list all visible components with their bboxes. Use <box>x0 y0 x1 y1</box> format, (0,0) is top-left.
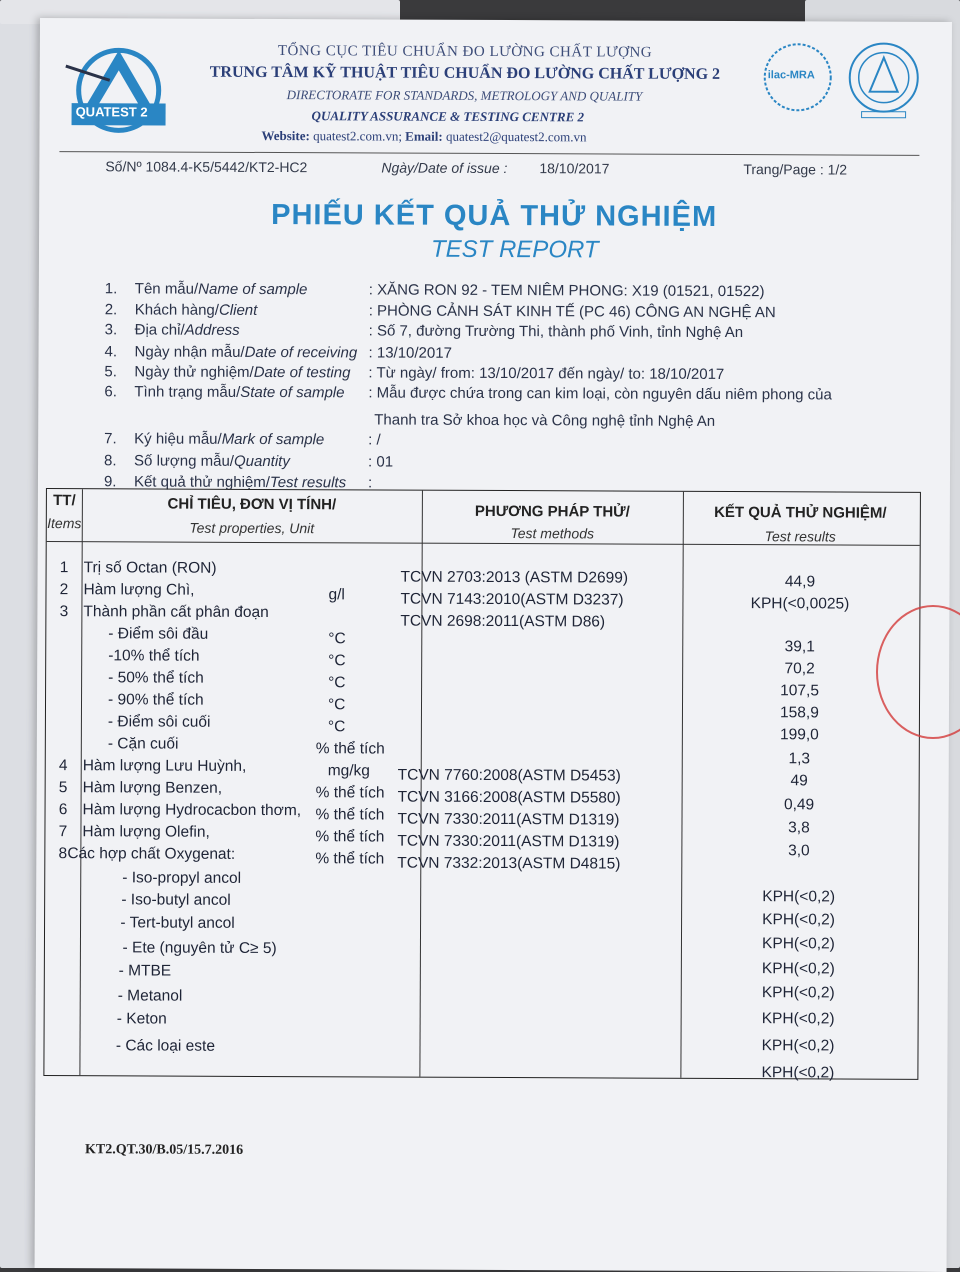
quatest-logo-icon <box>63 40 173 140</box>
row-property: - Cặn cuối <box>108 735 179 753</box>
row-method: TCVN 2703:2013 (ASTM D2699) <box>401 569 629 588</box>
row-result: 70,2 <box>682 660 917 679</box>
info-number: 6. <box>104 383 117 400</box>
info-label-en: Quantity <box>234 453 290 470</box>
info-label <box>134 430 324 448</box>
info-value: : Số 7, đường Trường Thi, thành phố Vinh, tỉnh Nghệ An <box>369 322 744 341</box>
header-props-vi: CHỈ TIÊU, ĐƠN VỊ TÍNH/ <box>82 495 422 513</box>
report-title: PHIẾU KẾT QUẢ THỬ NGHIỆM <box>271 199 717 234</box>
row-result: KPH(<0,0025) <box>682 595 917 614</box>
row-number: 1 <box>47 559 82 577</box>
row-result: KPH(<0,2) <box>681 935 916 954</box>
info-value: : <box>368 474 372 491</box>
row-number: 7 <box>45 823 80 841</box>
website-link[interactable]: quatest2.com.vn; <box>313 128 402 143</box>
row-result: KPH(<0,2) <box>681 960 916 979</box>
header-line4: QUALITY ASSURANCE & TESTING CENTRE 2 <box>312 108 585 125</box>
row-property: - Điểm sôi cuối <box>108 713 211 731</box>
info-label-vi: Tình trạng mẫu/ <box>134 383 240 400</box>
row-property: Hàm lượng Benzen, <box>83 779 223 798</box>
row-number: 4 <box>46 757 81 775</box>
info-value: Thanh tra Sở khoa học và Công nghệ tỉnh Nghệ An <box>374 411 715 429</box>
row-result: 1,3 <box>682 750 917 769</box>
info-value: : PHÒNG CẢNH SÁT KINH TẾ (PC 46) CÔNG AN NGHỆ AN <box>369 302 776 321</box>
row-number: 2 <box>46 581 81 599</box>
info-label <box>135 343 358 361</box>
row-property: Hàm lượng Olefin, <box>82 823 209 842</box>
info-label-vi: Tên mẫu/ <box>135 280 198 297</box>
row-unit: °C <box>328 718 345 736</box>
row-method: TCVN 7330:2011(ASTM D1319) <box>397 833 619 852</box>
header-methods-vi: PHƯƠNG PHÁP THỬ/ <box>422 503 683 521</box>
row-unit: °C <box>328 652 345 670</box>
row-property: - Các loại este <box>116 1037 215 1055</box>
info-number: 3. <box>105 321 118 338</box>
info-label-en: Test results <box>270 474 346 491</box>
header-results-vi: KẾT QUẢ THỬ NGHIỆM/ <box>683 504 918 522</box>
page-indicator: Trang/Page : 1/2 <box>743 161 847 177</box>
info-label-vi: Ngày thử nghiệm/ <box>134 363 253 381</box>
info-number: 7. <box>104 430 117 447</box>
info-label-vi: Địa chỉ/ <box>135 321 185 338</box>
row-result: 3,0 <box>681 842 916 861</box>
form-code: KT2.QT.30/B.05/15.7.2016 <box>85 1142 243 1159</box>
info-number: 5. <box>104 363 117 380</box>
info-number: 4. <box>105 343 118 360</box>
row-method: TCVN 7143:2010(ASTM D3237) <box>400 591 623 610</box>
info-label-en: Mark of sample <box>222 431 325 448</box>
row-result: KPH(<0,2) <box>681 984 916 1003</box>
header-line1: TỔNG CỤC TIÊU CHUẨN ĐO LƯỜNG CHẤT LƯỢNG <box>278 43 652 62</box>
report-subtitle: TEST REPORT <box>431 236 599 265</box>
issue-date: 18/10/2017 <box>539 160 609 176</box>
row-result: 107,5 <box>682 682 917 701</box>
row-property: - Iso-propyl ancol <box>122 869 241 888</box>
header-props-en: Test properties, Unit <box>82 519 422 536</box>
row-property: - Keton <box>117 1010 167 1028</box>
info-label-vi: Ngày nhận mẫu/ <box>135 343 245 360</box>
info-label-en: Date of testing <box>254 364 351 381</box>
row-result: 3,8 <box>681 819 916 838</box>
header-results-en: Test results <box>683 528 918 545</box>
row-number: 5 <box>46 779 81 797</box>
row-property: Trị số Octan (RON) <box>84 559 217 578</box>
info-label-vi: Khách hàng/ <box>135 301 219 318</box>
info-label-en: Name of sample <box>198 281 307 298</box>
row-property: - 90% thể tích <box>108 691 204 709</box>
row-property: - 50% thể tích <box>108 669 204 687</box>
header-items-en: Items <box>47 515 82 531</box>
row-property: - MTBE <box>119 962 172 980</box>
row-unit: % thể tích <box>315 806 384 824</box>
row-property: Thành phần cất phân đoạn <box>83 603 268 622</box>
info-label-vi: Kết quả thử nghiệm/ <box>134 473 270 491</box>
row-method: TCVN 3166:2008(ASTM D5580) <box>398 789 621 808</box>
info-value: : XĂNG RON 92 - TEM NIÊM PHONG: X19 (01521, 01522) <box>369 281 765 300</box>
row-result: KPH(<0,2) <box>681 1010 916 1029</box>
row-property: - Metanol <box>118 987 183 1005</box>
row-unit: g/l <box>328 586 344 604</box>
issue-date-label: Ngày/Date of issue : <box>381 159 507 176</box>
header-contact <box>261 128 586 145</box>
info-label-vi: Số lượng mẫu/ <box>134 452 234 469</box>
row-result: KPH(<0,2) <box>681 888 916 907</box>
info-label <box>135 280 308 298</box>
row-unit: mg/kg <box>328 762 370 780</box>
row-number: 6 <box>46 801 81 819</box>
ilac-mra-badge-label: ilac-MRA <box>768 69 815 81</box>
row-unit: % thể tích <box>315 850 384 868</box>
row-property: Hàm lượng Chì, <box>83 581 194 599</box>
test-report-sheet <box>35 18 952 1272</box>
row-property: Hàm lượng Lưu Huỳnh, <box>83 757 247 776</box>
header-line3: DIRECTORATE FOR STANDARDS, METROLOGY AND QUALITY <box>287 87 643 105</box>
info-label <box>134 363 350 381</box>
info-value: : 01 <box>368 453 393 470</box>
row-property: Hàm lượng Hydrocacbon thơm, <box>83 801 302 820</box>
table-body <box>47 489 920 493</box>
row-property: - Điểm sôi đầu <box>108 625 208 643</box>
row-result: KPH(<0,2) <box>680 1064 915 1083</box>
info-label <box>135 321 240 338</box>
info-label-en: State of sample <box>240 384 344 401</box>
row-result: KPH(<0,2) <box>681 911 916 930</box>
row-result: 39,1 <box>682 638 917 657</box>
email-label: Email: <box>405 129 443 144</box>
info-value: : Mẫu được chứa trong can kim loại, còn nguyên dấu niêm phong của <box>368 384 832 403</box>
row-method: TCVN 7760:2008(ASTM D5453) <box>398 767 621 786</box>
website-label: Website: <box>261 128 309 143</box>
row-method: TCVN 7332:2013(ASTM D4815) <box>397 855 620 874</box>
row-property: Các hợp chất Oxygenat: <box>67 845 235 864</box>
info-value: : / <box>368 431 381 448</box>
info-label-vi: Ký hiệu mẫu/ <box>134 430 222 447</box>
accreditation-seal-icon <box>846 40 922 120</box>
row-unit: % thể tích <box>316 784 385 802</box>
row-unit: °C <box>328 674 345 692</box>
row-property: - Tert-butyl ancol <box>120 914 234 932</box>
info-label <box>134 452 290 470</box>
row-result: 158,9 <box>682 704 917 723</box>
row-result: KPH(<0,2) <box>680 1037 915 1056</box>
info-value: : Từ ngày/ from: 13/10/2017 đến ngày/ to: 18/10/2017 <box>368 364 724 383</box>
row-result: 44,9 <box>683 573 918 592</box>
header-items-vi: TT/ <box>47 492 82 509</box>
results-table <box>43 488 921 1080</box>
row-result: 49 <box>682 772 917 791</box>
row-result: 199,0 <box>682 726 917 745</box>
info-number: 2. <box>105 301 118 318</box>
row-number: 8 <box>45 845 80 863</box>
info-number: 8. <box>104 452 117 469</box>
row-unit: % thể tích <box>316 740 385 758</box>
row-method: TCVN 7330:2011(ASTM D1319) <box>397 811 619 830</box>
logo-label: QUATEST 2 <box>76 104 148 119</box>
info-label <box>134 383 344 401</box>
row-property: - Ete (nguyên tử C≥ 5) <box>122 939 276 958</box>
row-number: 3 <box>46 603 81 621</box>
info-value: : 13/10/2017 <box>369 344 452 361</box>
report-number: Số/Nº 1084.4-K5/5442/KT2-HC2 <box>105 158 307 175</box>
row-property: -10% thể tích <box>108 647 199 665</box>
info-number: 9. <box>104 473 117 490</box>
info-label <box>135 301 258 319</box>
row-unit: °C <box>328 630 345 648</box>
row-result: 0,49 <box>682 796 917 815</box>
row-method: TCVN 2698:2011(ASTM D86) <box>400 613 605 632</box>
header-methods-en: Test methods <box>422 525 683 542</box>
info-label-en: Date of receiving <box>245 344 358 361</box>
info-number: 1. <box>105 280 118 297</box>
header-line2: TRUNG TÂM KỸ THUẬT TIÊU CHUẨN ĐO LƯỜNG CHẤT LƯỢNG 2 <box>210 64 720 84</box>
row-property: - Iso-butyl ancol <box>121 891 230 909</box>
info-label-en: Address <box>185 322 240 339</box>
row-unit: °C <box>328 696 345 714</box>
row-unit: % thể tích <box>315 828 384 846</box>
email-link[interactable]: quatest2@quatest2.com.vn <box>446 129 587 145</box>
header-divider <box>59 151 919 156</box>
info-label-en: Client <box>219 302 257 319</box>
